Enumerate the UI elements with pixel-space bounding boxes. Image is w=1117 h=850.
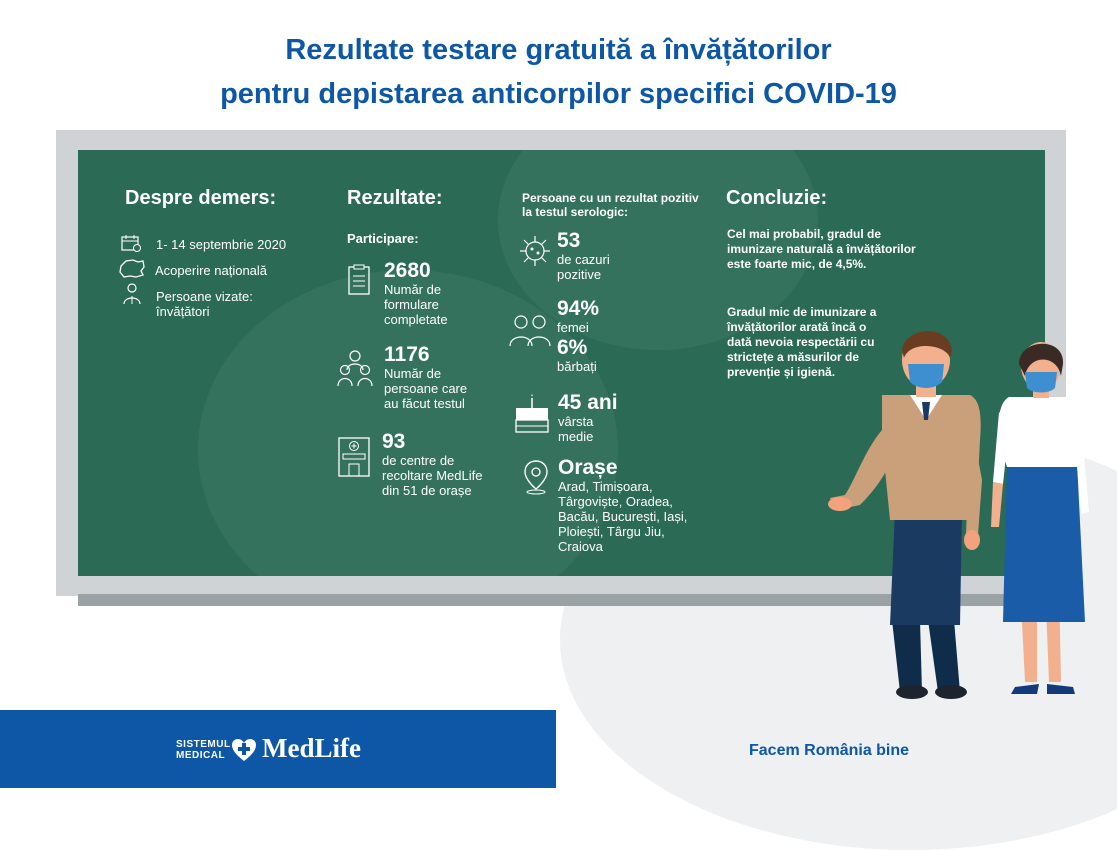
age-number: 45 ani	[558, 391, 618, 414]
forms-text: Număr de formulare completate	[384, 282, 448, 327]
despre-item-date	[120, 234, 286, 252]
stat-forms	[346, 260, 476, 327]
despre-item-target	[122, 282, 276, 319]
form-icon	[346, 264, 372, 296]
despre-item-coverage	[118, 258, 267, 280]
brand-name: MedLife	[262, 733, 361, 763]
brand-small-line-1: SISTEMUL	[176, 739, 231, 750]
stat-centers	[336, 431, 492, 498]
stat-cases	[518, 230, 637, 282]
women-number: 94%	[557, 297, 600, 320]
clinic-icon	[336, 435, 372, 479]
calendar-icon	[120, 234, 142, 252]
people-icon	[336, 348, 374, 390]
stat-cities	[522, 457, 688, 554]
medlife-heart-cross-icon	[231, 738, 257, 762]
cities-heading: Orașe	[558, 456, 618, 479]
despre-heading: Despre demers:	[125, 187, 277, 209]
teacher-icon	[122, 282, 142, 306]
forms-number: 2680	[384, 259, 431, 282]
cities-text: Arad, Timișoara, Târgoviște, Oradea, Bacău, București, Iași, Ploiești, Târgu Jiu, Craiova	[558, 479, 688, 554]
cake-icon	[512, 394, 552, 436]
title-line-2: pentru depistarea anticorpilor specifici COVID-19	[220, 78, 897, 110]
concluzie-paragraph-2: Gradul mic de imunizare a învățătorilor arată încă o dată nevoia respectării cu strictețe a măsurilor de prevenție și igienă.	[727, 305, 877, 379]
stat-gender	[508, 298, 599, 374]
title-line-1: Rezultate testare gratuită a învățătorilor	[285, 34, 832, 66]
concluzie-heading: Concluzie:	[726, 187, 828, 209]
tested-text: Număr de persoane care au făcut testul	[384, 366, 468, 411]
woman-illustration	[985, 332, 1100, 702]
page-title	[0, 28, 1117, 116]
romania-map-icon	[118, 258, 146, 280]
concluzie-paragraph-1: Cel mai probabil, gradul de imunizare naturală a învățătorilor este foarte mic, de 4,5%.	[727, 227, 916, 271]
stat-age	[512, 392, 618, 444]
footer-slogan: Facem România bine	[749, 742, 910, 759]
men-number: 6%	[557, 336, 588, 359]
men-text: bărbați	[557, 359, 597, 374]
despre-date-text: 1- 14 septembrie 2020	[156, 237, 287, 252]
virus-icon	[518, 234, 552, 268]
pozitivi-heading: Persoane cu un rezultat pozitiv la testul serologic:	[522, 191, 699, 219]
despre-coverage-text: Acoperire națională	[155, 263, 268, 278]
cases-text: de cazuri pozitive	[557, 252, 610, 282]
couple-icon	[508, 312, 552, 348]
despre-target-text: Persoane vizate: învățători	[156, 289, 253, 319]
man-illustration	[820, 320, 990, 700]
rezultate-heading: Rezultate:	[347, 187, 443, 209]
cases-number: 53	[557, 229, 581, 252]
age-text: vârsta medie	[558, 414, 594, 444]
tested-number: 1176	[384, 343, 430, 366]
women-text: femei	[557, 320, 589, 335]
brand-subtitle	[176, 739, 231, 761]
stat-tested	[336, 344, 484, 411]
centers-number: 93	[382, 430, 406, 453]
brand-small-line-2: MEDICAL	[176, 750, 226, 761]
participare-subheading: Participare:	[347, 231, 419, 246]
centers-text: de centre de recoltare MedLife din 51 de orașe	[382, 453, 483, 498]
location-pin-icon	[522, 459, 550, 495]
